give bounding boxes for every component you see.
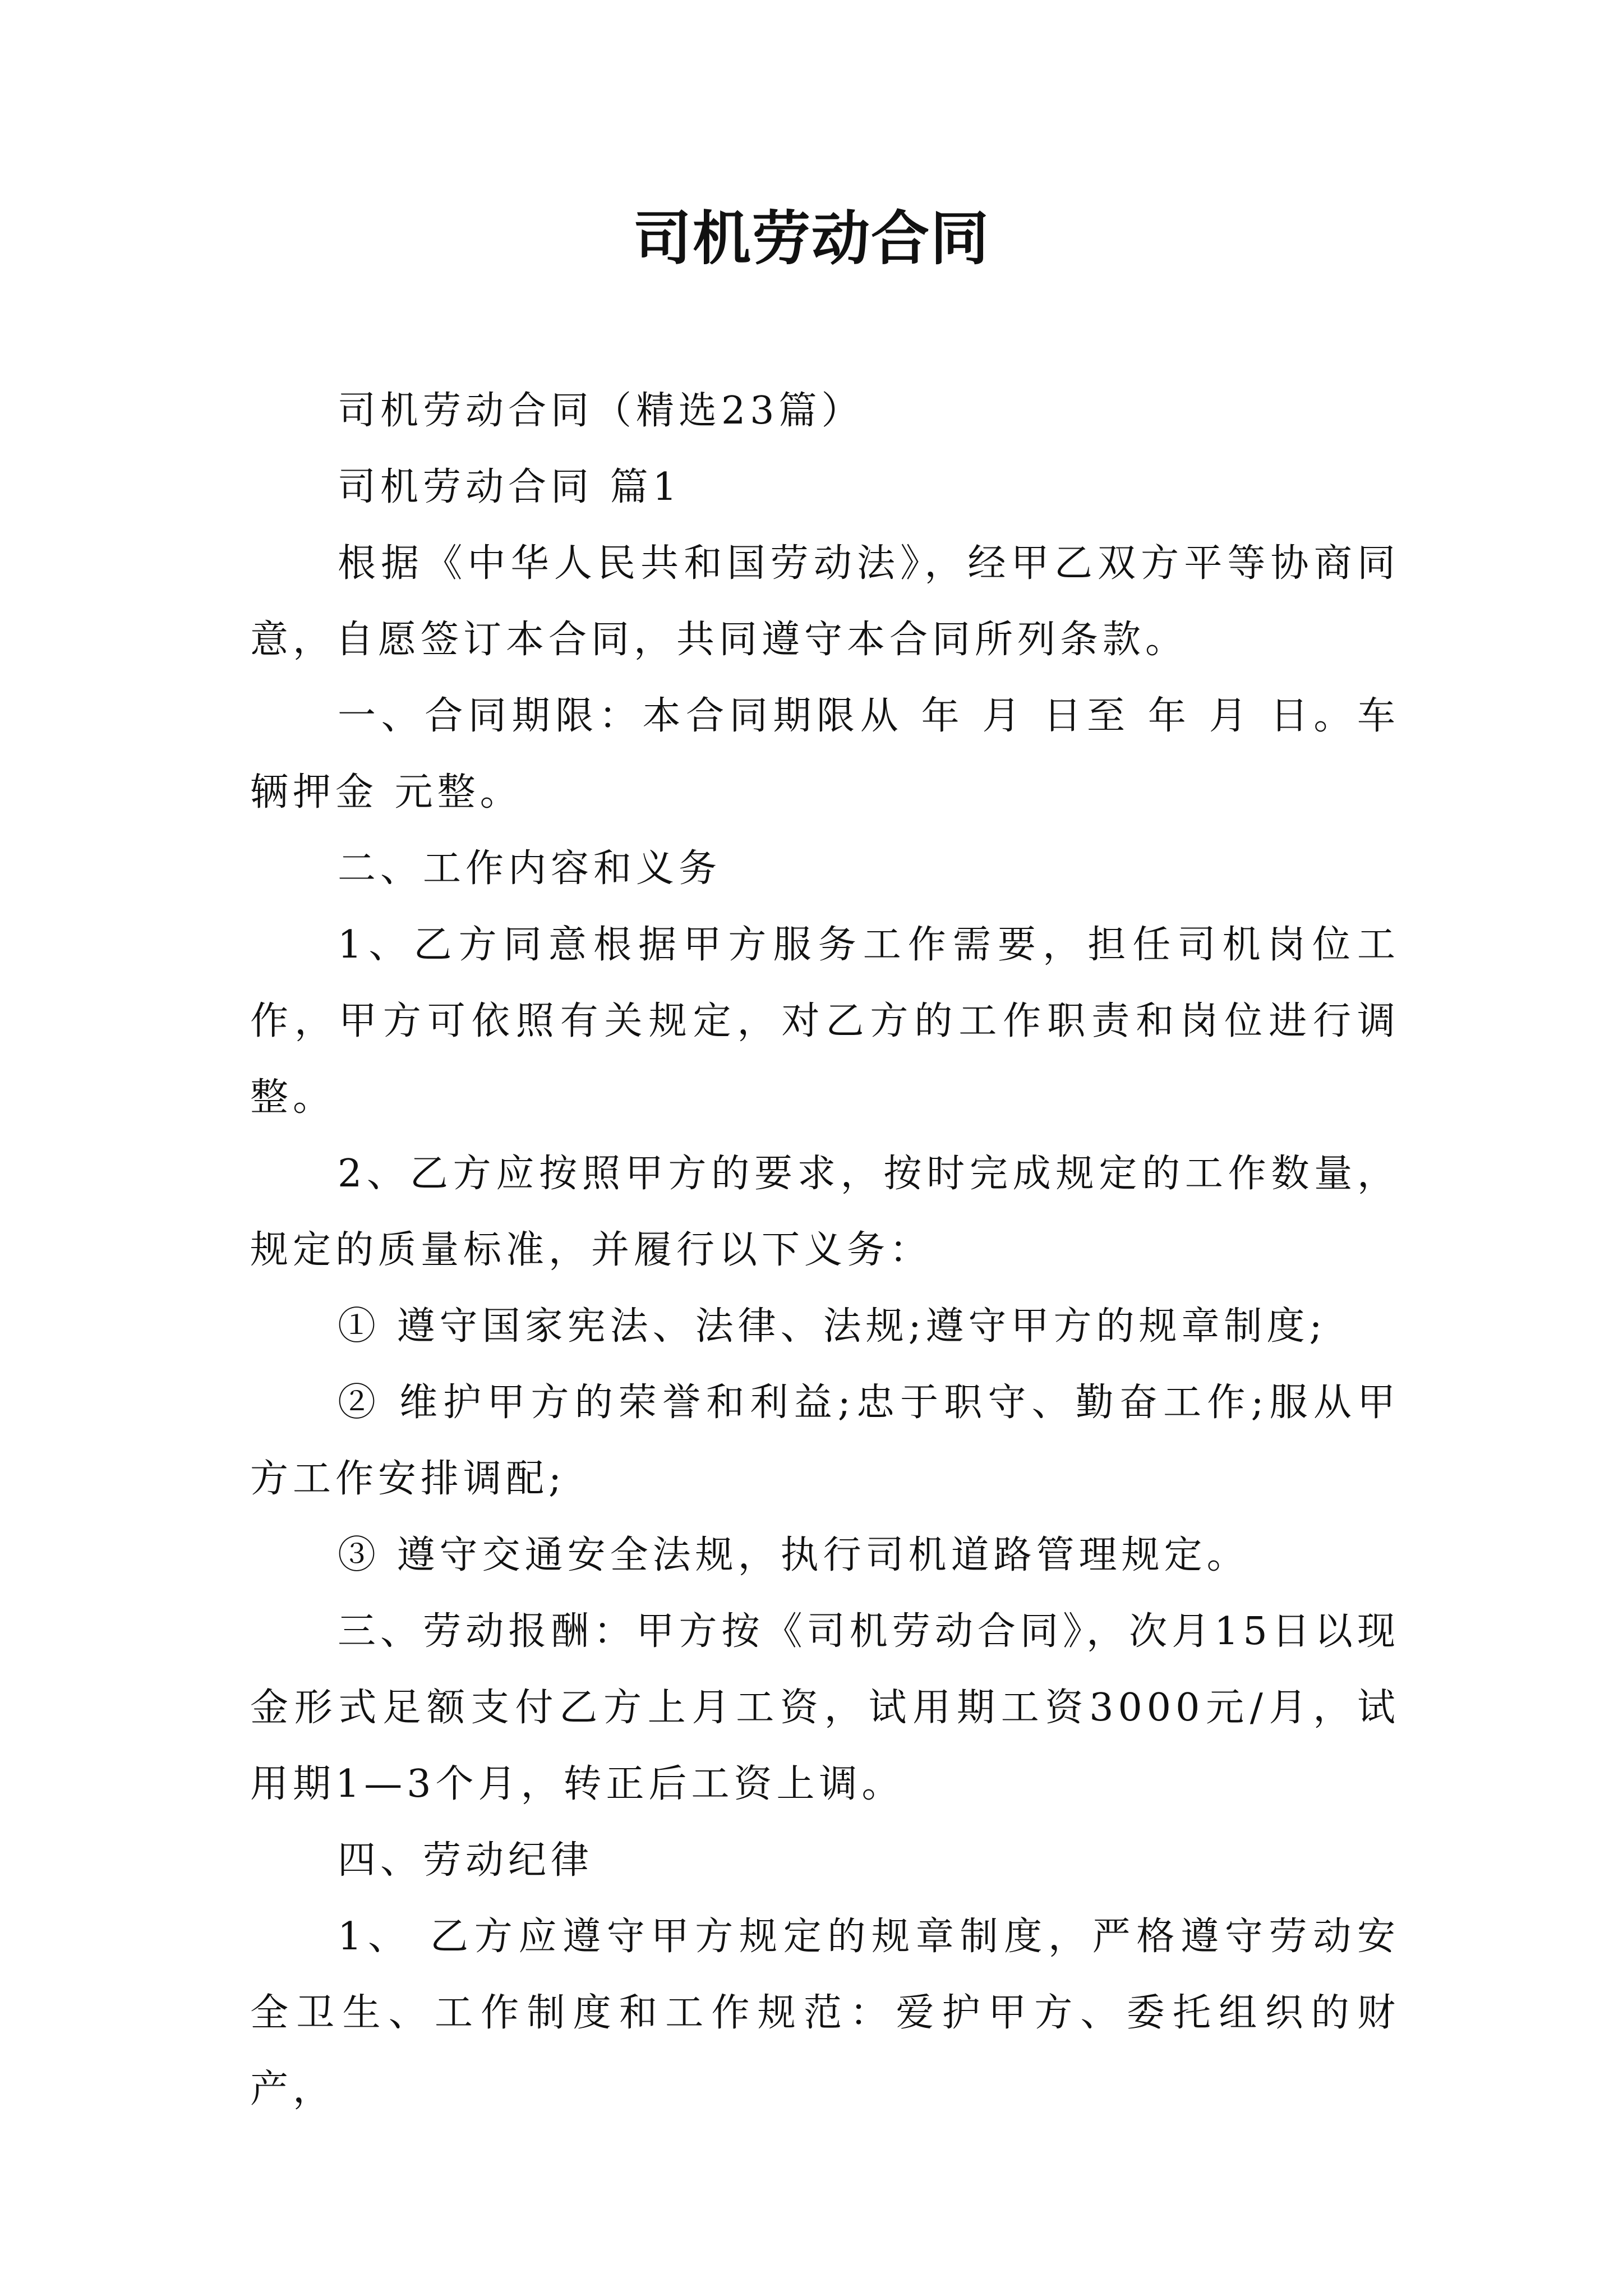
paragraph-preamble: 根据《中华人民共和国劳动法》，经甲乙双方平等协商同意，自愿签订本合同，共同遵守本合同所列条款。 bbox=[250, 541, 1400, 662]
paragraph-duty-1: 1、乙方同意根据甲方服务工作需要，担任司机岗位工作，甲方可依照有关规定，对乙方的工作职责和岗位进行调整。 bbox=[250, 923, 1400, 1120]
paragraph-obligation-3: ③ 遵守交通安全法规，执行司机道路管理规定。 bbox=[338, 1533, 1249, 1577]
paragraph-section-heading: 司机劳动合同 篇1 bbox=[338, 465, 681, 509]
paragraph-subtitle: 司机劳动合同（精选23篇） bbox=[338, 389, 864, 433]
paragraph-contract-term: 一、合同期限：本合同期限从 年 月 日至 年 月 日。车辆押金 元整。 bbox=[250, 694, 1400, 815]
paragraph-work-duties-heading: 二、工作内容和义务 bbox=[338, 846, 722, 891]
document-title: 司机劳动合同 bbox=[633, 204, 990, 273]
paragraph-obligation-1: ① 遵守国家宪法、法律、法规;遵守甲方的规章制度; bbox=[338, 1304, 1327, 1349]
paragraph-discipline-heading: 四、劳动纪律 bbox=[338, 1838, 594, 1883]
paragraph-remuneration: 三、劳动报酬：甲方按《司机劳动合同》，次月15日以现金形式足额支付乙方上月工资，试用期工资3000元/月，试用期1—3个月，转正后工资上调。 bbox=[250, 1609, 1400, 1806]
paragraph-obligation-2: ② 维护甲方的荣誉和利益;忠于职守、勤奋工作;服从甲方工作安排调配; bbox=[250, 1381, 1400, 1501]
paragraph-discipline-1: 1、 乙方应遵守甲方规定的规章制度，严格遵守劳动安全卫生、工作制度和工作规范：爱护甲方、委托组织的财产， bbox=[250, 1915, 1400, 2111]
document-body bbox=[250, 373, 1400, 2128]
paragraph-duty-2: 2、乙方应按照甲方的要求，按时完成规定的工作数量，规定的质量标准，并履行以下义务： bbox=[250, 1152, 1400, 1272]
